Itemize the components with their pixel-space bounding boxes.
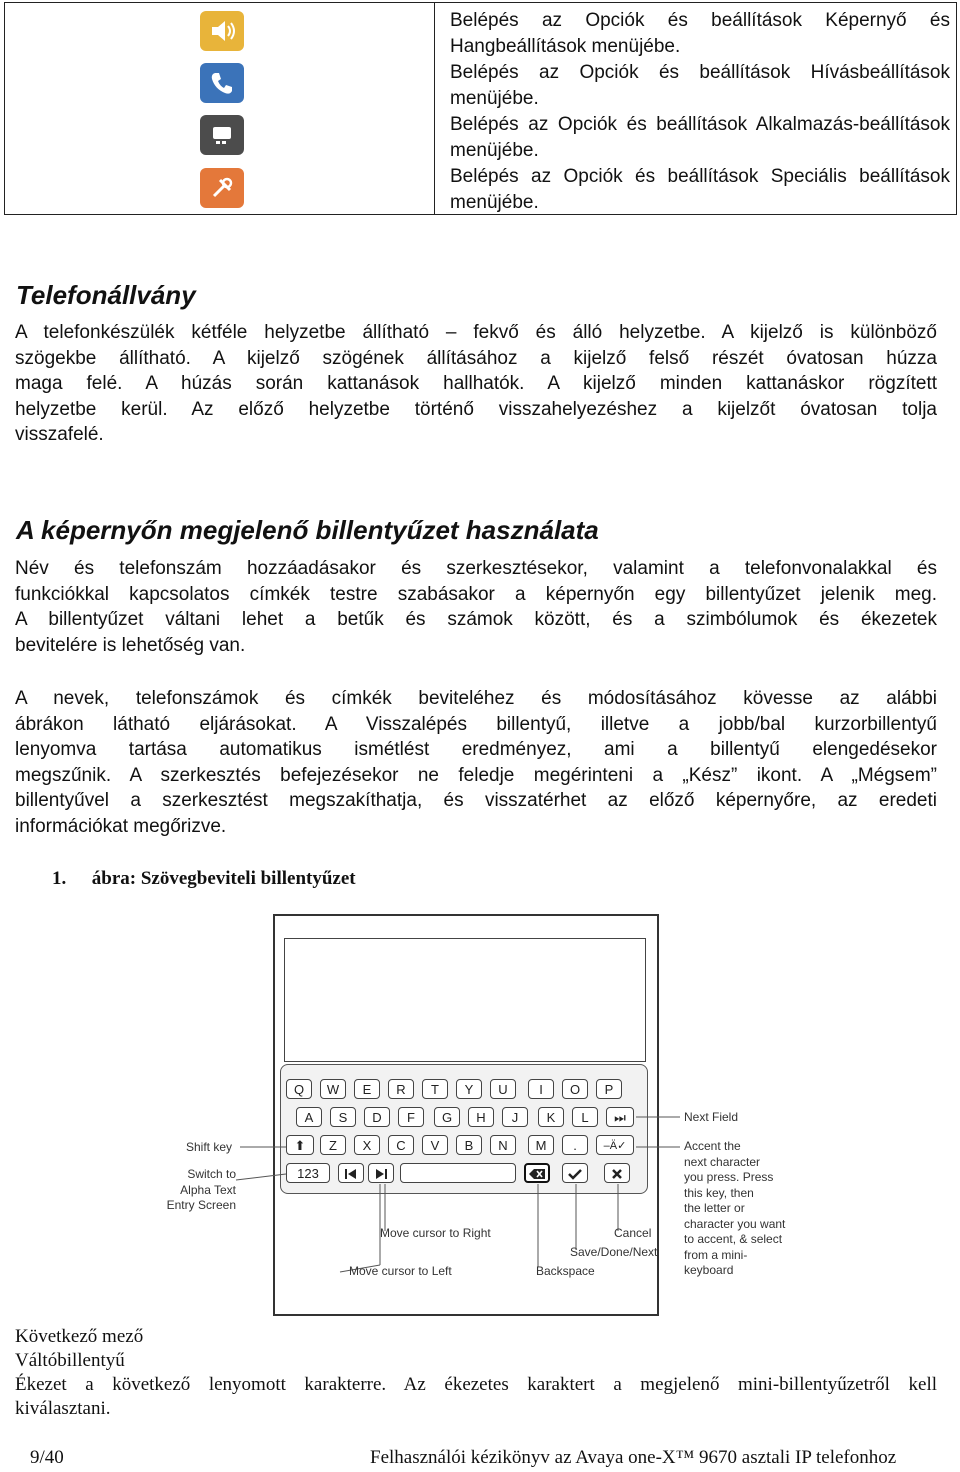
- paragraph-line: bevitelére is lehetőség van.: [15, 634, 246, 656]
- paragraph-line: helyzetbe kerül. Az előző helyzetbe történő visszahelyezéshez a kijelzőt óvatosan tolja: [15, 398, 937, 420]
- paragraph-line: A nevek, telefonszámok és címkék beviteléhez és módosításához kövesse az alábbi: [15, 688, 937, 709]
- label-cancel: Cancel: [614, 1226, 652, 1240]
- tools-settings-icon: [200, 168, 244, 208]
- label-line: from a mini-: [684, 1247, 748, 1262]
- key-p[interactable]: P: [596, 1079, 622, 1099]
- label-save-done-next: Save/Done/Next: [570, 1245, 658, 1259]
- label-line: the letter or: [684, 1201, 745, 1215]
- label-next-field: Next Field: [684, 1110, 739, 1124]
- label-line: you press. Press: [684, 1170, 774, 1184]
- key-e[interactable]: E: [354, 1079, 380, 1099]
- key-i[interactable]: I: [528, 1079, 554, 1099]
- label-line: to accent, & select: [684, 1232, 783, 1246]
- key-period[interactable]: .: [562, 1135, 588, 1155]
- key-u[interactable]: U: [490, 1079, 516, 1099]
- key-s[interactable]: S: [330, 1107, 356, 1127]
- key-v[interactable]: V: [422, 1135, 448, 1155]
- table-row-text: Belépés az Opciók és beállítások Speciális beállítások menüjébe.: [450, 166, 950, 213]
- keyboard-paragraph-1: [15, 556, 937, 658]
- paragraph-line: információkat megőrizve.: [15, 815, 227, 837]
- icon-column: [5, 3, 435, 214]
- paragraph-line: maga felé. A húzás során kattanások hallhatók. A kijelző minden kattanáskor rögzített: [15, 373, 937, 394]
- paragraph-line: szögekbe állítható. A kijelző szögének állításához a kijelző felső részét óvatosan húzza: [15, 347, 937, 369]
- key-next-field[interactable]: ⏭: [606, 1107, 634, 1127]
- speaker-settings-icon: [200, 11, 244, 51]
- note-shift-key: Váltóbillentyű: [15, 1350, 125, 1371]
- key-g[interactable]: G: [434, 1107, 460, 1127]
- key-a[interactable]: A: [296, 1107, 322, 1127]
- key-y[interactable]: Y: [456, 1079, 482, 1099]
- icon-descriptions: [450, 8, 950, 216]
- key-l[interactable]: L: [572, 1107, 598, 1127]
- note-accent-line2: kiválasztani.: [15, 1398, 111, 1419]
- key-d[interactable]: D: [364, 1107, 390, 1127]
- phone-settings-icon: [200, 63, 244, 103]
- paragraph-line: A billentyűzet váltani lehet a betűk és számok között, és a szimbólumok és ékezetek: [15, 609, 937, 630]
- label-line: Switch to: [187, 1167, 236, 1181]
- label-move-right: Move cursor to Right: [380, 1226, 491, 1240]
- key-c[interactable]: C: [388, 1135, 414, 1155]
- label-line: Accent the: [684, 1139, 741, 1153]
- key-123[interactable]: 123: [286, 1163, 330, 1183]
- key-m[interactable]: M: [528, 1135, 554, 1155]
- paragraph-line: Név és telefonszám hozzáadásakor és szerkesztésekor, valamint a telefonvonalakkal és: [15, 558, 937, 579]
- key-accent[interactable]: –Ä✓: [596, 1135, 634, 1155]
- settings-icon-table: [4, 2, 957, 215]
- section-title-onscreen-keyboard: A képernyőn megjelenő billentyűzet használata: [16, 515, 599, 545]
- label-line: Alpha Text: [180, 1182, 236, 1197]
- key-q[interactable]: Q: [286, 1079, 312, 1099]
- paragraph-line: megszűnik. A szerkesztés befejezésekor ne feledje megérinteni a „Kész” ikont. A „Mégsem”: [15, 764, 937, 786]
- label-backspace: Backspace: [536, 1264, 595, 1278]
- note-next-field: Következő mező: [15, 1326, 144, 1347]
- note-accent-line1: Ékezet a következő lenyomott karakterre. Az ékezetes karaktert a megjelenő mini-billentyűzetről kell: [15, 1374, 937, 1395]
- figure-caption-text: ábra: Szövegbeviteli billentyűzet: [91, 868, 356, 889]
- key-h[interactable]: H: [468, 1107, 494, 1127]
- key-j[interactable]: J: [502, 1107, 528, 1127]
- application-settings-icon: [200, 115, 244, 155]
- label-shift-key: Shift key: [186, 1140, 233, 1154]
- key-n[interactable]: N: [490, 1135, 516, 1155]
- key-x[interactable]: X: [354, 1135, 380, 1155]
- footer-title: Felhasználói kézikönyv az Avaya one-X™ 9670 asztali IP telefonhoz: [370, 1447, 897, 1468]
- device-screen: [284, 938, 646, 1062]
- table-row-text: Belépés az Opciók és beállítások Alkalmazás-beállítások menüjébe.: [450, 114, 950, 161]
- section-title-phone-stand: Telefonállvány: [16, 280, 196, 310]
- key-o[interactable]: O: [562, 1079, 588, 1099]
- paragraph-line: billentyűvel a szerkesztést megszakíthatja, és visszatérhet az előző képernyőre, az eredeti: [15, 790, 937, 811]
- label-line: Entry Screen: [166, 1198, 236, 1212]
- label-line: this key, then: [684, 1185, 754, 1200]
- label-line: next character: [684, 1154, 761, 1169]
- label-line: keyboard: [684, 1263, 734, 1277]
- paragraph-line: lenyomva tartása automatikus ismétlést eredményez, ami a billentyű elengedésekor: [15, 739, 937, 760]
- paragraph-line: A telefonkészülék kétféle helyzetbe állítható – fekvő és álló helyzetbe. A kijelző is különböző: [15, 322, 937, 343]
- table-row-text: Belépés az Opciók és beállítások Képernyő és Hangbeállítások menüjébe.: [450, 10, 950, 57]
- key-k[interactable]: K: [538, 1107, 564, 1127]
- table-row-text: Belépés az Opciók és beállítások Hívásbeállítások menüjébe.: [450, 62, 950, 109]
- label-switch-to: [160, 1167, 236, 1214]
- page-number: 9/40: [30, 1447, 64, 1468]
- figure-number: 1.: [52, 868, 67, 889]
- label-accent: [684, 1139, 785, 1279]
- key-t[interactable]: T: [422, 1079, 448, 1099]
- paragraph-line: visszafelé.: [15, 424, 104, 445]
- keyboard-paragraph-2: [15, 686, 937, 839]
- phone-stand-paragraph: [15, 320, 937, 448]
- key-w[interactable]: W: [320, 1079, 346, 1099]
- key-b[interactable]: B: [456, 1135, 482, 1155]
- key-shift[interactable]: ⬆: [286, 1135, 314, 1155]
- figure-caption: [52, 868, 356, 890]
- key-r[interactable]: R: [388, 1079, 414, 1099]
- key-z[interactable]: Z: [320, 1135, 346, 1155]
- label-move-left: Move cursor to Left: [349, 1264, 452, 1278]
- label-line: character you want: [684, 1216, 786, 1231]
- paragraph-line: funkciókkal kapcsolatos címkék testre szabásakor a képernyőn egy billentyűzet jelenik meg.: [15, 583, 937, 605]
- key-f[interactable]: F: [398, 1107, 424, 1127]
- paragraph-line: ábrákon látható eljárásokat. A Visszalépés billentyű, illetve a jobb/bal kurzorbillentyű: [15, 713, 937, 735]
